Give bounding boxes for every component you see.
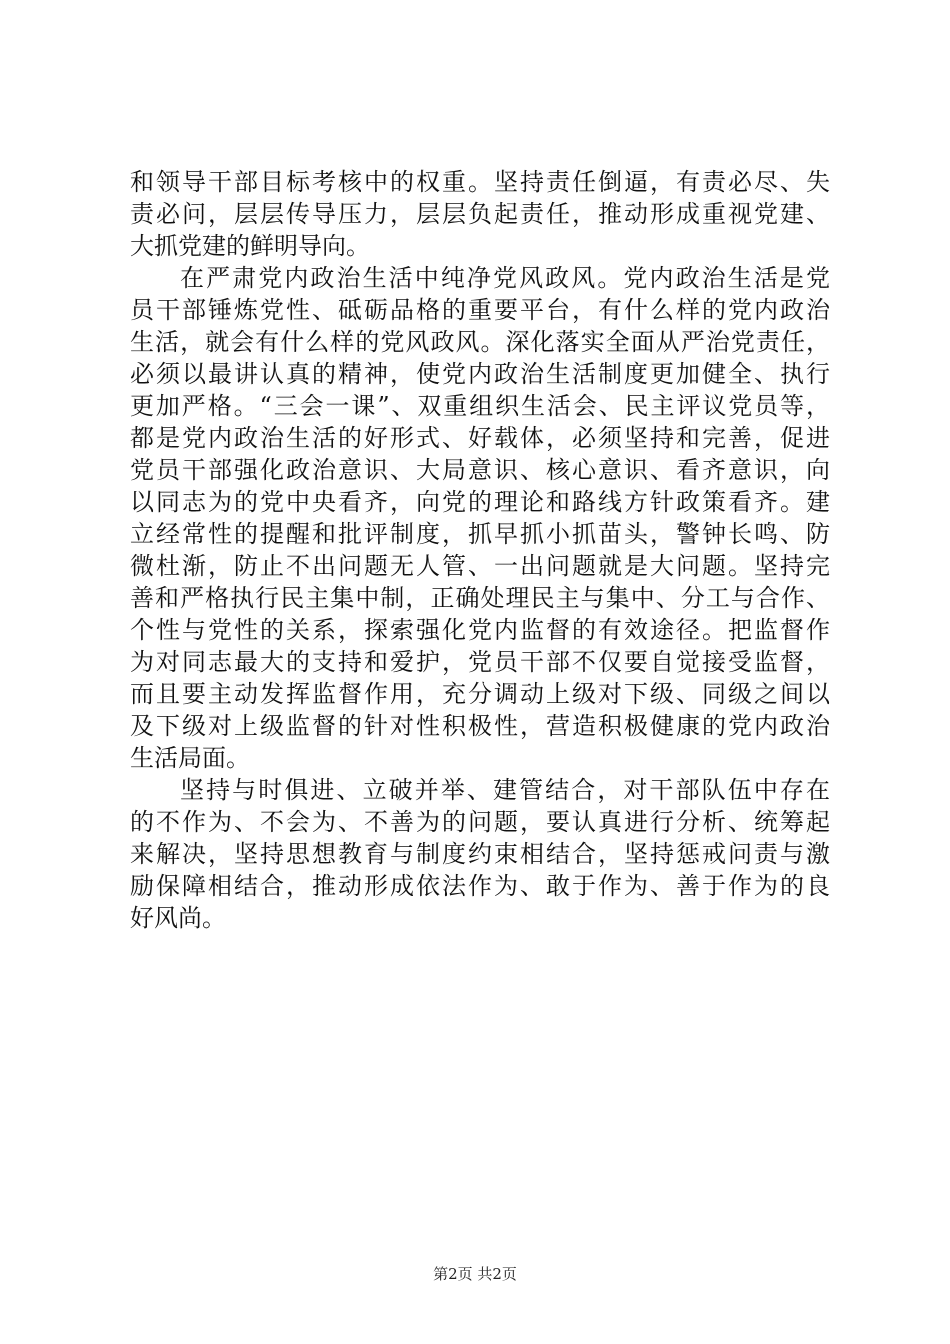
- page-footer: 第2页 共2页: [433, 1265, 517, 1283]
- text-line: 生活，就会有什么样的党风政风。深化落实全面从严治党责任，: [130, 328, 830, 356]
- text-line: 立经常性的提醒和批评制度，抓早抓小抓苗头，警钟长鸣、防: [130, 520, 830, 548]
- text-line: 更加严格。“三会一课”、双重组织生活会、民主评议党员等，: [130, 392, 830, 420]
- text-line: 微杜渐，防止不出问题无人管、一出问题就是大问题。坚持完: [130, 552, 830, 580]
- text-line: 员干部锤炼党性、砥砺品格的重要平台，有什么样的党内政治: [130, 296, 830, 324]
- document-body: [130, 166, 830, 934]
- text-line: 善和严格执行民主集中制，正确处理民主与集中、分工与合作、: [130, 584, 830, 612]
- text-line: 而且要主动发挥监督作用，充分调动上级对下级、同级之间以: [130, 680, 830, 708]
- text-line: 都是党内政治生活的好形式、好载体，必须坚持和完善，促进: [130, 424, 830, 452]
- text-line: 责必问，层层传导压力，层层负起责任，推动形成重视党建、: [130, 200, 830, 228]
- text-line: 为对同志最大的支持和爱护，党员干部不仅要自觉接受监督，: [130, 648, 830, 676]
- text-line: 必须以最讲认真的精神，使党内政治生活制度更加健全、执行: [130, 360, 830, 388]
- text-line: 坚持与时俱进、立破并举、建管结合，对干部队伍中存在: [180, 776, 830, 804]
- text-line: 好风尚。: [130, 904, 226, 932]
- text-line: 个性与党性的关系，探索强化党内监督的有效途径。把监督作: [130, 616, 830, 644]
- text-line: 和领导干部目标考核中的权重。坚持责任倒逼，有责必尽、失: [130, 168, 830, 196]
- text-line: 的不作为、不会为、不善为的问题，要认真进行分析、统筹起: [130, 808, 830, 836]
- text-line: 励保障相结合，推动形成依法作为、敢于作为、善于作为的良: [130, 872, 830, 900]
- text-line: 来解决，坚持思想教育与制度约束相结合，坚持惩戒问责与激: [130, 840, 830, 868]
- text-line: 在严肃党内政治生活中纯净党风政风。党内政治生活是党: [180, 264, 830, 292]
- text-line: 及下级对上级监督的针对性积极性，营造积极健康的党内政治: [130, 712, 830, 740]
- text-line: 以同志为的党中央看齐，向党的理论和路线方针政策看齐。建: [130, 488, 830, 516]
- text-line: 生活局面。: [130, 744, 250, 772]
- text-line: 党员干部强化政治意识、大局意识、核心意识、看齐意识，向: [130, 456, 830, 484]
- text-line: 大抓党建的鲜明导向。: [130, 232, 370, 260]
